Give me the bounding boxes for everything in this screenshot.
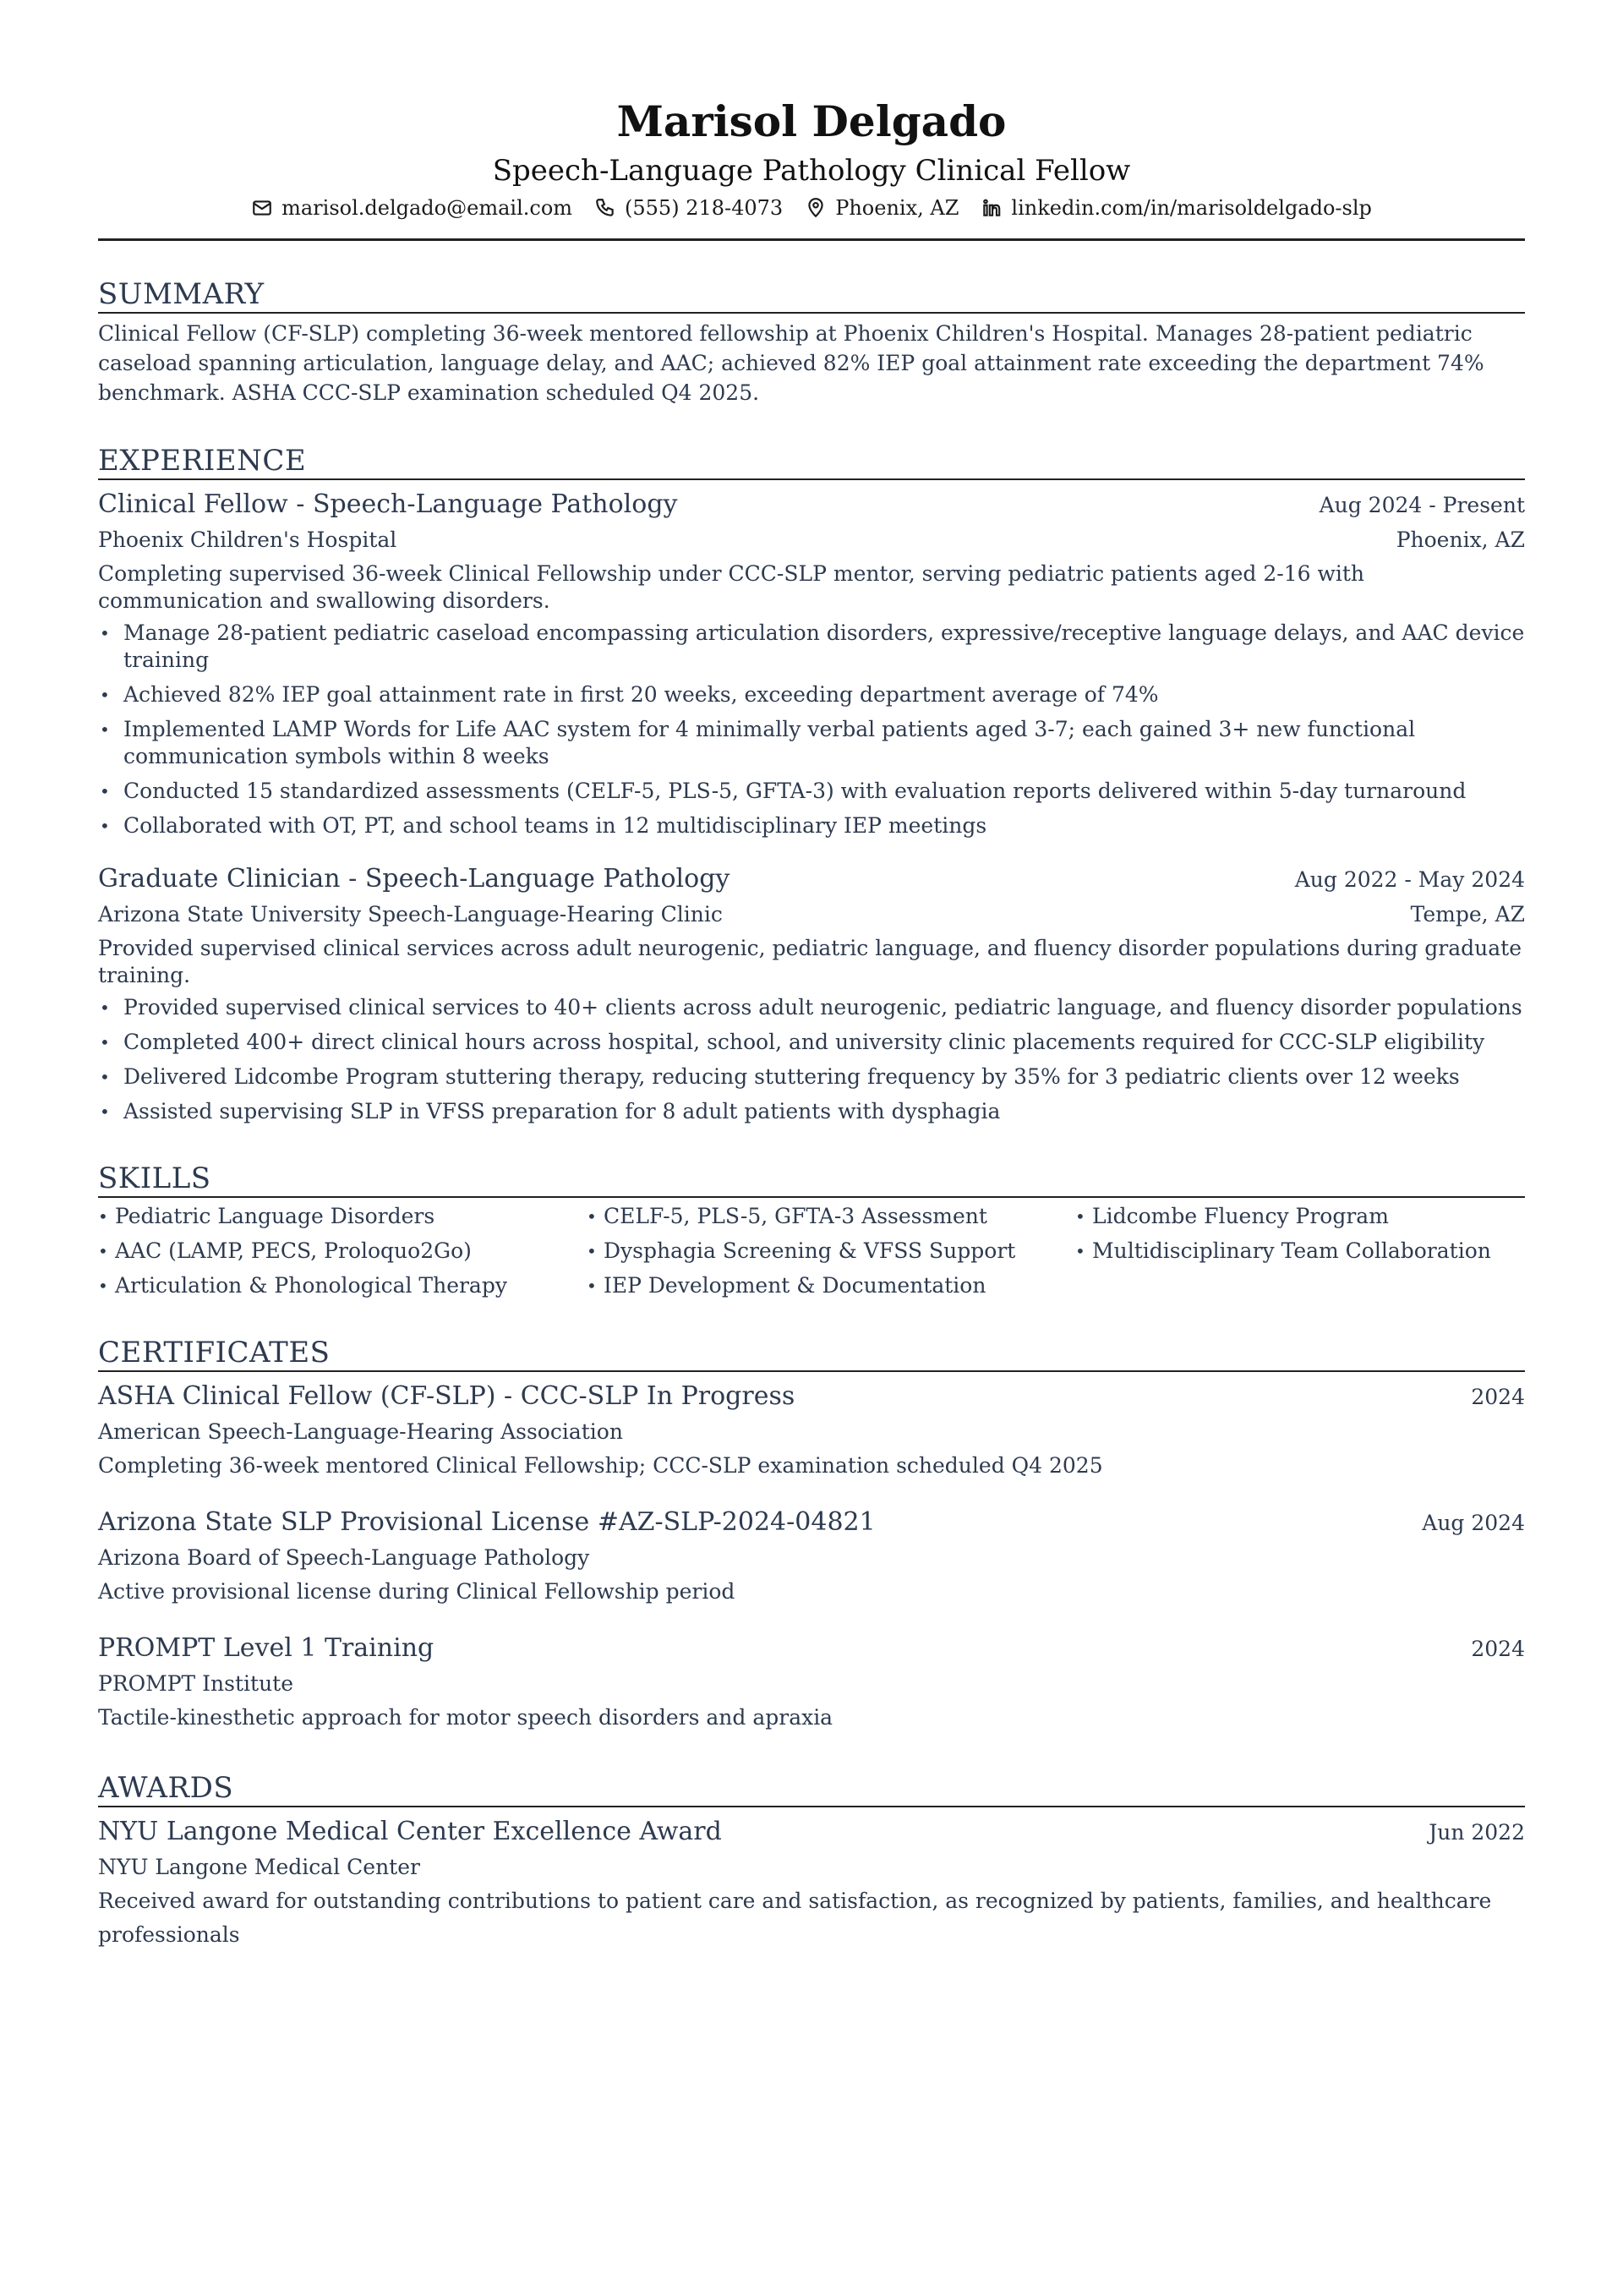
contact-linkedin[interactable] (981, 194, 1371, 221)
certificate-description: Tactile-kinesthetic approach for motor speech disorders and apraxia (98, 1705, 833, 1730)
list-item: • Assisted supervising SLP in VFSS preparation for 8 adult patients with dysphagia (98, 1098, 1525, 1125)
skill-item: • IEP Development & Documentation (587, 1272, 1075, 1299)
certificate-name: ASHA Clinical Fellow (CF-SLP) - CCC-SLP In Progress (98, 1381, 795, 1411)
award-date: Jun 2022 (1429, 1820, 1525, 1845)
location-text: Phoenix, AZ (835, 196, 959, 220)
job-title: Graduate Clinician - Speech-Language Pathology (98, 864, 730, 894)
phone-text: (555) 218-4073 (625, 196, 784, 220)
skill-item: • Lidcombe Fluency Program (1075, 1203, 1564, 1230)
list-item: • Manage 28-patient pediatric caseload encompassing articulation disorders, expressive/receptive language delays, and AAC device training (98, 620, 1525, 674)
candidate-headline: Speech-Language Pathology Clinical Fellow (492, 154, 1131, 188)
certificate-issuer: PROMPT Institute (98, 1671, 294, 1696)
awards-section (98, 1770, 1525, 1952)
job-org: Arizona State University Speech-Language-Hearing Clinic (98, 902, 723, 927)
job-description: Provided supervised clinical services across adult neurogenic, pediatric language, and fluency disorder populations during graduate training. (98, 936, 1522, 987)
job-dates: Aug 2022 - May 2024 (1294, 867, 1525, 892)
award-issuer: NYU Langone Medical Center (98, 1855, 420, 1879)
linkedin-icon (981, 197, 1003, 219)
certificates-section (98, 1335, 1525, 1735)
award-description: Received award for outstanding contributions to patient care and satisfaction, as recognized by patients, families, and healthcare professionals (98, 1889, 1492, 1947)
skill-item: • Dysphagia Screening & VFSS Support (587, 1238, 1075, 1265)
envelope-icon (251, 197, 273, 219)
section-title-certificates: CERTIFICATES (98, 1335, 1525, 1372)
job-title: Clinical Fellow - Speech-Language Pathology (98, 489, 678, 519)
certificate-date: 2024 (1471, 1637, 1525, 1661)
skill-item: • Pediatric Language Disorders (98, 1203, 587, 1230)
job-bullets (98, 620, 1525, 839)
job-location: Phoenix, AZ (1396, 528, 1525, 552)
summary-text: Clinical Fellow (CF-SLP) completing 36-week mentored fellowship at Phoenix Children's Hospital. Manages 28-patient pediatric caseload spanning articulation, language delay, and AAC; achieved 82% IEP goal attainment rate exceeding the department 74% benchmark. ASHA CCC-SLP examination scheduled Q4 2025. (98, 321, 1484, 405)
linkedin-text: linkedin.com/in/marisoldelgado-slp (1011, 196, 1372, 220)
skill-item: • CELF-5, PLS-5, GFTA-3 Assessment (587, 1203, 1075, 1230)
certificate-description: Completing 36-week mentored Clinical Fellowship; CCC-SLP examination scheduled Q4 2025 (98, 1453, 1103, 1478)
certificate-entry (98, 1505, 1525, 1609)
certificate-name: PROMPT Level 1 Training (98, 1633, 434, 1663)
job-org: Phoenix Children's Hospital (98, 528, 397, 552)
section-title-skills: SKILLS (98, 1161, 1525, 1198)
summary-section (98, 276, 1525, 407)
map-pin-icon (805, 197, 827, 219)
job-location: Tempe, AZ (1410, 902, 1525, 927)
job-description: Completing supervised 36-week Clinical Fellowship under CCC-SLP mentor, serving pediatric patients aged 2-16 with communication and swallowing disorders. (98, 561, 1365, 613)
certificate-description: Active provisional license during Clinical Fellowship period (98, 1579, 735, 1604)
certificate-name: Arizona State SLP Provisional License #AZ-SLP-2024-04821 (98, 1507, 876, 1537)
certificate-date: Aug 2024 (1422, 1511, 1525, 1535)
job-dates: Aug 2024 - Present (1319, 493, 1525, 517)
certificate-issuer: Arizona Board of Speech-Language Pathology (98, 1545, 590, 1570)
certificate-date: 2024 (1471, 1385, 1525, 1409)
skills-section (98, 1161, 1525, 1299)
list-item: • Collaborated with OT, PT, and school teams in 12 multidisciplinary IEP meetings (98, 812, 1525, 839)
candidate-name: Marisol Delgado (616, 96, 1007, 146)
contact-email[interactable] (251, 194, 572, 221)
list-item: • Provided supervised clinical services to 40+ clients across adult neurogenic, pediatric language, and fluency disorder populations (98, 994, 1525, 1021)
phone-icon (594, 197, 616, 219)
contact-location (805, 194, 959, 221)
skills-grid (98, 1203, 1525, 1299)
contact-bar (98, 194, 1525, 221)
section-title-summary: SUMMARY (98, 276, 1525, 314)
contact-phone[interactable] (594, 194, 783, 221)
header-divider (98, 238, 1525, 241)
list-item: • Delivered Lidcombe Program stuttering therapy, reducing stuttering frequency by 35% for 3 pediatric clients over 12 weeks (98, 1063, 1525, 1091)
section-title-awards: AWARDS (98, 1770, 1525, 1807)
section-title-experience: EXPERIENCE (98, 443, 1525, 480)
list-item: • Completed 400+ direct clinical hours across hospital, school, and university clinic placements required for CCC-SLP eligibility (98, 1029, 1525, 1056)
skill-item: • Articulation & Phonological Therapy (98, 1272, 587, 1299)
list-item: • Conducted 15 standardized assessments (CELF-5, PLS-5, GFTA-3) with evaluation reports delivered within 5-day turnaround (98, 778, 1525, 805)
certificate-entry (98, 1631, 1525, 1735)
award-name: NYU Langone Medical Center Excellence Award (98, 1817, 722, 1846)
email-text: marisol.delgado@email.com (281, 196, 573, 220)
job-bullets (98, 994, 1525, 1125)
list-item: • Achieved 82% IEP goal attainment rate in first 20 weeks, exceeding department average of 74% (98, 681, 1525, 708)
experience-entry (98, 487, 1525, 839)
certificate-entry (98, 1379, 1525, 1483)
experience-entry (98, 861, 1525, 1125)
experience-section (98, 443, 1525, 1125)
skill-item: • AAC (LAMP, PECS, Proloquo2Go) (98, 1238, 587, 1265)
skill-item: • Multidisciplinary Team Collaboration (1075, 1238, 1564, 1265)
award-entry (98, 1814, 1525, 1952)
certificate-issuer: American Speech-Language-Hearing Association (98, 1419, 623, 1444)
list-item: • Implemented LAMP Words for Life AAC system for 4 minimally verbal patients aged 3-7; each gained 3+ new functional communication symbols within 8 weeks (98, 716, 1525, 770)
